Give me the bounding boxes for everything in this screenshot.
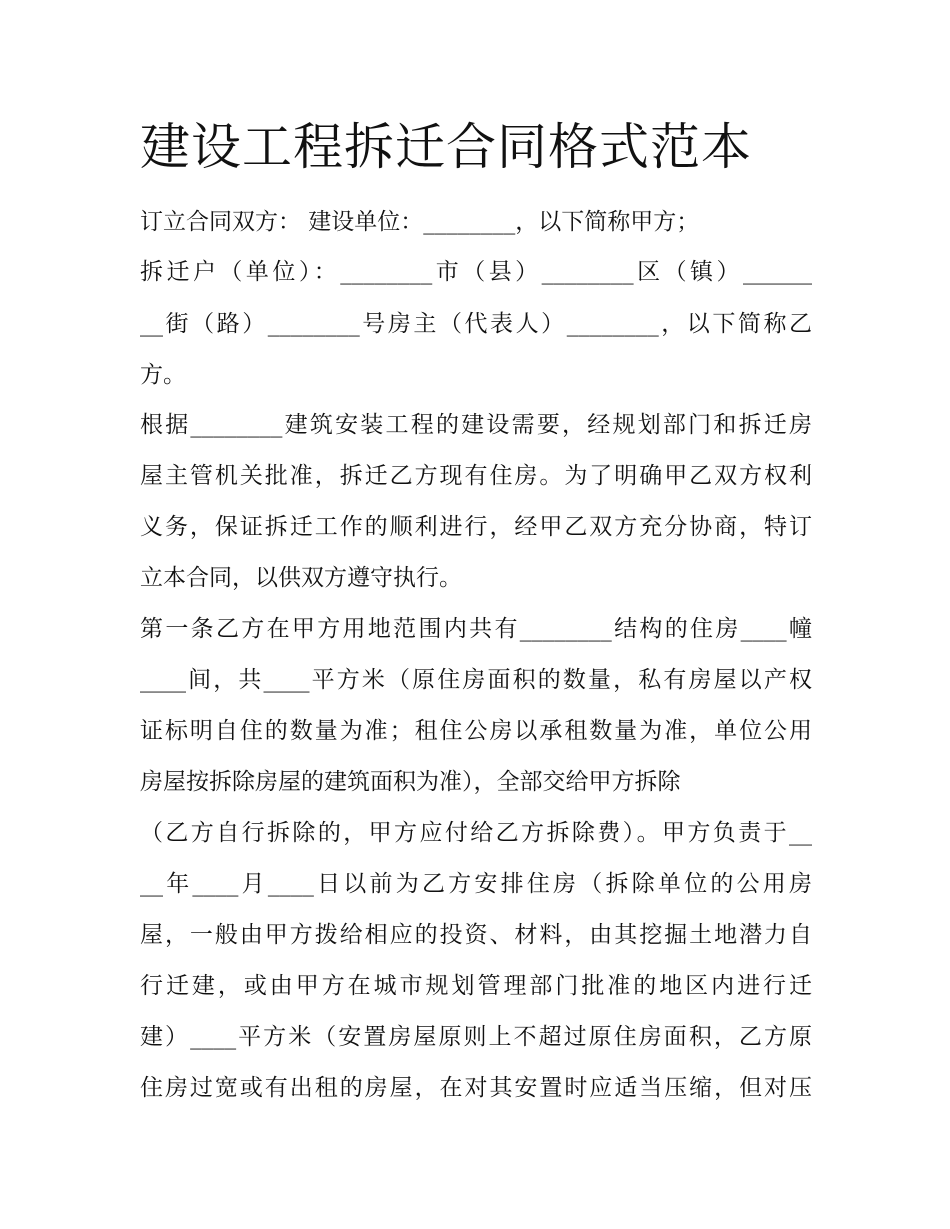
document-title: 建设工程拆迁合同格式范本 (140, 118, 752, 176)
text-line: 证标明自住的数量为准；租住公房以承租数量为准，单位公用 (140, 718, 812, 744)
text-line: ____间，共____平方米（原住房面积的数量，私有房屋以产权 (140, 667, 812, 693)
text-line: 房屋按拆除房屋的建筑面积为准），全部交给甲方拆除 (140, 769, 681, 795)
text-line: 立本合同，以供双方遵守执行。 (140, 565, 462, 591)
text-line: 屋主管机关批准，拆迁乙方现有住房。为了明确甲乙双方权利 (140, 463, 812, 489)
text-line: 拆迁户（单位）：________市（县）________区（镇）______ (140, 259, 812, 285)
text-line: （乙方自行拆除的，甲方应付给乙方拆除费）。甲方负责于__ (140, 820, 812, 846)
text-line: __年____月____日以前为乙方安排住房（拆除单位的公用房 (140, 871, 812, 897)
text-line: 根据________建筑安装工程的建设需要，经规划部门和拆迁房 (140, 412, 812, 438)
text-line: 订立合同双方： 建设单位：________，以下简称甲方； (140, 209, 700, 235)
text-line: __街（路）________号房主（代表人）________，以下简称乙 (140, 311, 812, 337)
text-line: 屋，一般由甲方拨给相应的投资、材料，由其挖掘土地潜力自 (140, 922, 812, 948)
text-line: 第一条乙方在甲方用地范围内共有________结构的住房____幢 (140, 616, 812, 642)
text-line: 行迁建，或由甲方在城市规划管理部门批准的地区内进行迁 (140, 973, 812, 999)
text-line: 义务，保证拆迁工作的顺利进行，经甲乙双方充分协商，特订 (140, 514, 812, 540)
text-line: 方。 (140, 362, 186, 388)
text-line: 住房过宽或有出租的房屋，在对其安置时应适当压缩，但对压 (140, 1075, 812, 1101)
text-line: 建）____平方米（安置房屋原则上不超过原住房面积，乙方原 (140, 1024, 812, 1050)
